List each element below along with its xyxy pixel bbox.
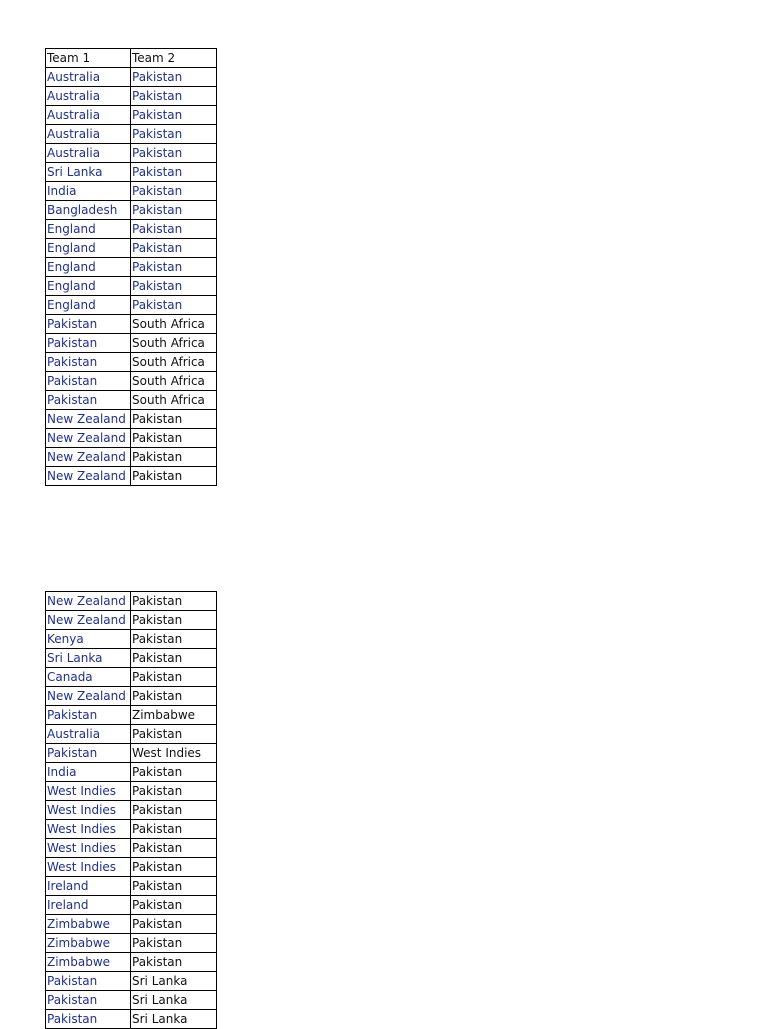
team-1-cell: Sri Lanka [46, 163, 131, 182]
team-1-cell: New Zealand [46, 467, 131, 486]
team-1-cell: New Zealand [46, 611, 131, 630]
team-2-cell: Pakistan [131, 163, 217, 182]
table-row [46, 448, 217, 467]
team-2-cell: South Africa [131, 372, 217, 391]
table-row [46, 706, 217, 725]
team-2-cell: Pakistan [131, 296, 217, 315]
team-1-cell: New Zealand [46, 448, 131, 467]
team-1-cell: Pakistan [46, 706, 131, 725]
team-1-cell: Zimbabwe [46, 934, 131, 953]
team-1-cell: England [46, 258, 131, 277]
team-1-cell: England [46, 277, 131, 296]
table-row [46, 668, 217, 687]
team-2-cell: Pakistan [131, 801, 217, 820]
table-row [46, 239, 217, 258]
table-row [46, 953, 217, 972]
team-1-cell: Sri Lanka [46, 649, 131, 668]
team-2-cell: West Indies [131, 744, 217, 763]
table-row [46, 391, 217, 410]
team-1-cell: Pakistan [46, 353, 131, 372]
team-2-cell: Pakistan [131, 839, 217, 858]
team-1-cell: Ireland [46, 896, 131, 915]
team-2-cell: Sri Lanka [131, 1010, 217, 1029]
team-1-cell: Zimbabwe [46, 915, 131, 934]
team-1-cell: West Indies [46, 820, 131, 839]
table-row [46, 877, 217, 896]
team-2-cell: Pakistan [131, 953, 217, 972]
team-2-cell: Pakistan [131, 106, 217, 125]
table-row [46, 915, 217, 934]
table-row [46, 801, 217, 820]
team-1-cell: Australia [46, 68, 131, 87]
team-2-cell: Pakistan [131, 410, 217, 429]
team-1-cell: West Indies [46, 782, 131, 801]
table-row [46, 972, 217, 991]
team-1-cell: Pakistan [46, 744, 131, 763]
table-row [46, 991, 217, 1010]
team-2-cell: Pakistan [131, 782, 217, 801]
team-1-cell: Kenya [46, 630, 131, 649]
table-row [46, 372, 217, 391]
team-2-cell: South Africa [131, 391, 217, 410]
team-1-cell: New Zealand [46, 429, 131, 448]
table-row [46, 896, 217, 915]
team-2-cell: Pakistan [131, 144, 217, 163]
team-1-cell: Pakistan [46, 391, 131, 410]
table-row [46, 839, 217, 858]
team-2-cell: Pakistan [131, 429, 217, 448]
team-1-cell: England [46, 239, 131, 258]
team-2-cell: Pakistan [131, 448, 217, 467]
team-2-cell: Pakistan [131, 87, 217, 106]
matches-table-1-body [46, 49, 217, 486]
table-row [46, 334, 217, 353]
team-2-cell: Pakistan [131, 68, 217, 87]
table-row [46, 592, 217, 611]
team-1-cell: Pakistan [46, 315, 131, 334]
team-2-cell: Pakistan [131, 467, 217, 486]
team-1-cell: Bangladesh [46, 201, 131, 220]
team-2-cell: South Africa [131, 353, 217, 372]
team-2-cell: South Africa [131, 334, 217, 353]
team-2-cell: Zimbabwe [131, 706, 217, 725]
team-2-cell: Pakistan [131, 277, 217, 296]
team-2-cell: Pakistan [131, 258, 217, 277]
header-team-1: Team 1 [46, 49, 131, 68]
team-1-cell: Australia [46, 87, 131, 106]
table-row [46, 277, 217, 296]
team-1-cell: Ireland [46, 877, 131, 896]
table-row [46, 125, 217, 144]
table-row [46, 858, 217, 877]
team-1-cell: England [46, 220, 131, 239]
table-row [46, 763, 217, 782]
team-1-cell: Pakistan [46, 372, 131, 391]
team-1-cell: Pakistan [46, 991, 131, 1010]
team-2-cell: Pakistan [131, 239, 217, 258]
team-2-cell: Pakistan [131, 915, 217, 934]
team-2-cell: Pakistan [131, 125, 217, 144]
table-row [46, 315, 217, 334]
table-row [46, 649, 217, 668]
team-1-cell: West Indies [46, 858, 131, 877]
table-row [46, 296, 217, 315]
team-2-cell: Sri Lanka [131, 991, 217, 1010]
table-row [46, 353, 217, 372]
team-2-cell: Pakistan [131, 668, 217, 687]
table-row [46, 182, 217, 201]
table-row [46, 410, 217, 429]
team-2-cell: Pakistan [131, 182, 217, 201]
team-1-cell: India [46, 763, 131, 782]
table-header-row [46, 49, 217, 68]
team-2-cell: Pakistan [131, 725, 217, 744]
team-2-cell: Pakistan [131, 820, 217, 839]
table-row [46, 630, 217, 649]
table-row [46, 201, 217, 220]
team-1-cell: Canada [46, 668, 131, 687]
team-1-cell: India [46, 182, 131, 201]
table-row [46, 106, 217, 125]
team-1-cell: New Zealand [46, 410, 131, 429]
table-row [46, 220, 217, 239]
team-2-cell: Pakistan [131, 592, 217, 611]
matches-table-2-body [46, 592, 217, 1029]
table-row [46, 687, 217, 706]
header-team-2: Team 2 [131, 49, 217, 68]
matches-table-2 [45, 591, 217, 1029]
team-1-cell: Pakistan [46, 1010, 131, 1029]
team-1-cell: Zimbabwe [46, 953, 131, 972]
table-row [46, 934, 217, 953]
table-row [46, 820, 217, 839]
table-row [46, 68, 217, 87]
team-2-cell: Pakistan [131, 934, 217, 953]
team-2-cell: South Africa [131, 315, 217, 334]
team-1-cell: New Zealand [46, 592, 131, 611]
table-row [46, 467, 217, 486]
table-row [46, 87, 217, 106]
table-row [46, 258, 217, 277]
team-1-cell: Pakistan [46, 972, 131, 991]
team-2-cell: Pakistan [131, 687, 217, 706]
team-1-cell: Australia [46, 106, 131, 125]
team-1-cell: England [46, 296, 131, 315]
team-2-cell: Pakistan [131, 877, 217, 896]
team-2-cell: Pakistan [131, 220, 217, 239]
table-row [46, 782, 217, 801]
matches-table-1 [45, 48, 217, 486]
team-2-cell: Pakistan [131, 611, 217, 630]
team-1-cell: Australia [46, 125, 131, 144]
team-2-cell: Sri Lanka [131, 972, 217, 991]
table-row [46, 611, 217, 630]
table-row [46, 144, 217, 163]
table-row [46, 429, 217, 448]
team-1-cell: New Zealand [46, 687, 131, 706]
team-2-cell: Pakistan [131, 858, 217, 877]
team-1-cell: Australia [46, 144, 131, 163]
team-1-cell: Pakistan [46, 334, 131, 353]
table-row [46, 725, 217, 744]
team-2-cell: Pakistan [131, 896, 217, 915]
team-1-cell: West Indies [46, 839, 131, 858]
team-1-cell: West Indies [46, 801, 131, 820]
table-row [46, 163, 217, 182]
team-2-cell: Pakistan [131, 763, 217, 782]
team-2-cell: Pakistan [131, 649, 217, 668]
team-2-cell: Pakistan [131, 630, 217, 649]
table-row [46, 744, 217, 763]
table-row [46, 1010, 217, 1029]
team-2-cell: Pakistan [131, 201, 217, 220]
team-1-cell: Australia [46, 725, 131, 744]
